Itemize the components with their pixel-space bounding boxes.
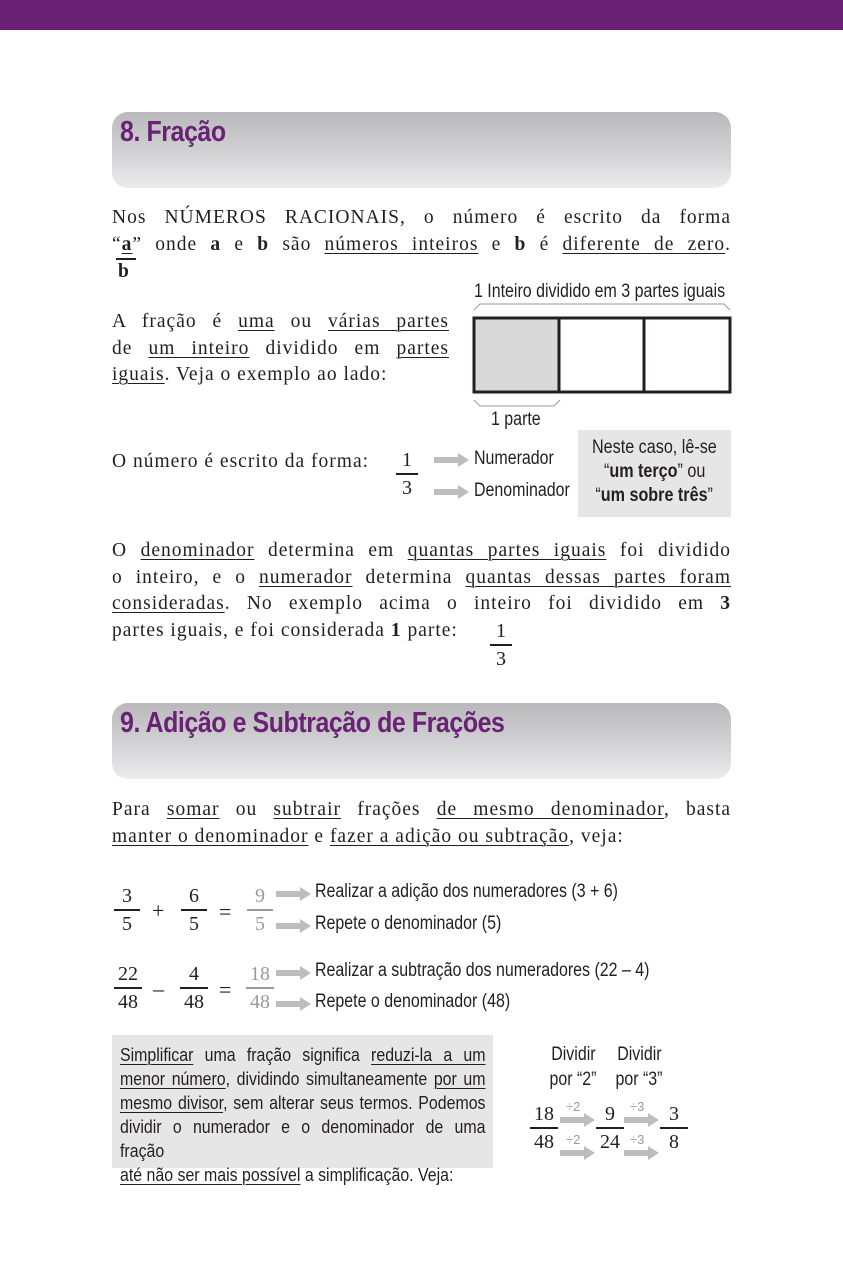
explain-fraction-bar — [490, 644, 512, 646]
example-fraction — [396, 448, 418, 500]
simp-fraction-3 — [660, 1102, 688, 1154]
sub-b-numerator: 4 — [189, 963, 199, 985]
sub-fraction-a — [114, 962, 142, 1014]
explain-fraction-denominator: 3 — [496, 648, 506, 670]
sub-note-1: Realizar a subtração dos numeradores (22 – 4) — [315, 960, 650, 981]
add-note-1: Realizar a adição dos numeradores (3 + 6) — [315, 881, 618, 902]
reading-line-2: “um terço” ou — [603, 461, 706, 482]
simp-line-5: até não ser mais possível a simplificação. Veja: — [120, 1164, 454, 1185]
sub-b-denominator: 48 — [184, 991, 204, 1013]
simp-f1-numerator: 18 — [534, 1103, 554, 1125]
add-note-2: Repete o denominador (5) — [315, 913, 502, 934]
reading-note-box — [578, 430, 731, 517]
numerator-arrow-icon — [434, 452, 470, 468]
sub-result-numerator: 18 — [250, 963, 270, 985]
fraction-def-line-3: iguais. Veja o exemplo ao lado: — [112, 364, 388, 385]
simp-arrow-2-icon — [560, 1145, 596, 1161]
denominator-label: Denominador — [474, 480, 570, 501]
fraction-definition — [112, 309, 449, 389]
divide-by-3-header: Dividir por “3” — [615, 1044, 663, 1090]
reading-line-3: “um sobre três” — [595, 485, 714, 506]
denominator-arrow-icon — [434, 484, 470, 500]
numerator-label: Numerador — [474, 448, 554, 469]
sub-equals: = — [219, 977, 232, 1002]
add-result-denominator: 5 — [255, 913, 265, 935]
diagram-caption: 1 Inteiro dividido em 3 partes iguais — [474, 281, 726, 302]
section-9-title: 9. Adição e Subtração de Frações — [120, 707, 505, 739]
sub-a-bar — [114, 987, 142, 989]
sub-arrow-1-icon — [276, 965, 312, 981]
explain-line-2: o inteiro, e o numerador determina quantas dessas partes foram — [112, 566, 732, 588]
s9-intro-line-2: manter o denominador e fazer a adição ou subtração, veja: — [112, 825, 624, 847]
section-8-header — [112, 112, 731, 188]
explain-line-4: partes iguais, e foi considerada 1 parte: — [112, 619, 458, 641]
simplify-note-box — [112, 1035, 493, 1185]
simp-f3-numerator: 3 — [669, 1103, 679, 1125]
simplify-text — [120, 1043, 486, 1187]
section-9-intro — [112, 797, 731, 850]
simp-line-2: menor número, dividindo simultaneamente por um — [120, 1068, 486, 1089]
add-result-numerator: 9 — [255, 885, 265, 907]
sub-b-bar — [180, 987, 208, 989]
simp-arrow-1-icon — [560, 1112, 596, 1128]
sub-fraction-b — [180, 962, 208, 1014]
written-form-text: O número é escrito da forma: — [112, 451, 370, 472]
add-fraction-b — [181, 884, 207, 936]
divisor-label-3: ÷3 — [630, 1099, 645, 1114]
sub-result-bar — [246, 987, 274, 989]
add-arrow-1-icon — [276, 886, 312, 902]
explain-line-3: consideradas. No exemplo acima o inteiro foi dividido em 3 — [112, 593, 732, 614]
intro-line-2: “a” onde a e b são números inteiros e b é diferente de zero. — [112, 233, 732, 255]
simp-fraction-2 — [596, 1102, 624, 1154]
section-9-header — [112, 703, 731, 779]
simp-f3-bar — [660, 1127, 688, 1129]
section-8-title: 8. Fração — [120, 116, 226, 148]
example-denominator: 3 — [402, 477, 412, 499]
intro-line-1: Nos NÚMEROS RACIONAIS, o número é escrito da forma — [112, 207, 731, 228]
divisor-label-4: ÷3 — [630, 1132, 645, 1147]
one-part-label: 1 parte — [491, 409, 541, 430]
simp-f3-denominator: 8 — [669, 1131, 679, 1153]
fraction-def-line-2: de um inteiro dividido em partes — [112, 337, 450, 359]
add-fraction-a — [114, 884, 140, 936]
simp-line-4: dividir o numerador e o denominador de uma fração — [120, 1116, 486, 1161]
denominator-explanation — [112, 538, 731, 644]
divisor-label-2: ÷2 — [566, 1132, 581, 1147]
example-numerator: 1 — [402, 449, 412, 471]
reading-line-1: Neste caso, lê-se — [592, 437, 717, 458]
top-brace — [474, 304, 730, 310]
simp-f1-denominator: 48 — [534, 1131, 554, 1153]
add-a-denominator: 5 — [122, 913, 132, 935]
bottom-brace — [474, 400, 560, 406]
add-result-bar — [247, 909, 273, 911]
sub-a-numerator: 22 — [118, 963, 138, 985]
minus-operator: – — [153, 976, 164, 1001]
simp-f2-bar — [596, 1127, 624, 1129]
sub-arrow-2-icon — [276, 996, 312, 1012]
example-fraction-bar — [396, 473, 418, 475]
simp-f2-denominator: 24 — [600, 1131, 620, 1153]
simp-line-1: Simplificar uma fração significa reduzi-la a um — [120, 1044, 486, 1065]
section-8-intro — [112, 205, 731, 258]
intro-fraction-bar — [116, 258, 136, 260]
simp-f2-numerator: 9 — [605, 1103, 615, 1125]
add-a-bar — [114, 909, 140, 911]
add-result — [247, 884, 273, 936]
plus-operator: + — [152, 898, 165, 923]
explain-fraction — [490, 619, 512, 671]
simp-line-3: mesmo divisor, sem alterar seus termos. Podemos — [120, 1092, 486, 1113]
simp-fraction-1 — [530, 1102, 558, 1154]
divide-by-2-header: Dividir por “2” — [549, 1044, 597, 1090]
add-equals: = — [219, 899, 232, 924]
add-b-bar — [181, 909, 207, 911]
sub-a-denominator: 48 — [118, 991, 138, 1013]
simp-arrow-3-icon — [624, 1112, 660, 1128]
whole-divided-diagram — [470, 300, 734, 420]
simp-arrow-4-icon — [624, 1145, 660, 1161]
add-a-numerator: 3 — [122, 885, 132, 907]
sub-result-denominator: 48 — [250, 991, 270, 1013]
add-b-denominator: 5 — [189, 913, 199, 935]
shaded-part — [474, 318, 560, 392]
explain-line-1: O denominador determina em quantas partes iguais foi dividido — [112, 540, 732, 561]
s9-intro-line-1: Para somar ou subtrair frações de mesmo denominador, basta — [112, 799, 732, 820]
explain-fraction-numerator: 1 — [496, 620, 506, 642]
fraction-def-line-1: A fração é uma ou várias partes — [112, 311, 449, 332]
sub-note-2: Repete o denominador (48) — [315, 991, 511, 1012]
sub-result — [246, 962, 274, 1014]
divisor-label-1: ÷2 — [566, 1099, 581, 1114]
top-color-bar — [0, 0, 843, 30]
intro-b-denominator: b — [118, 261, 129, 282]
simp-f1-bar — [530, 1127, 558, 1129]
add-arrow-2-icon — [276, 918, 312, 934]
add-b-numerator: 6 — [189, 885, 199, 907]
